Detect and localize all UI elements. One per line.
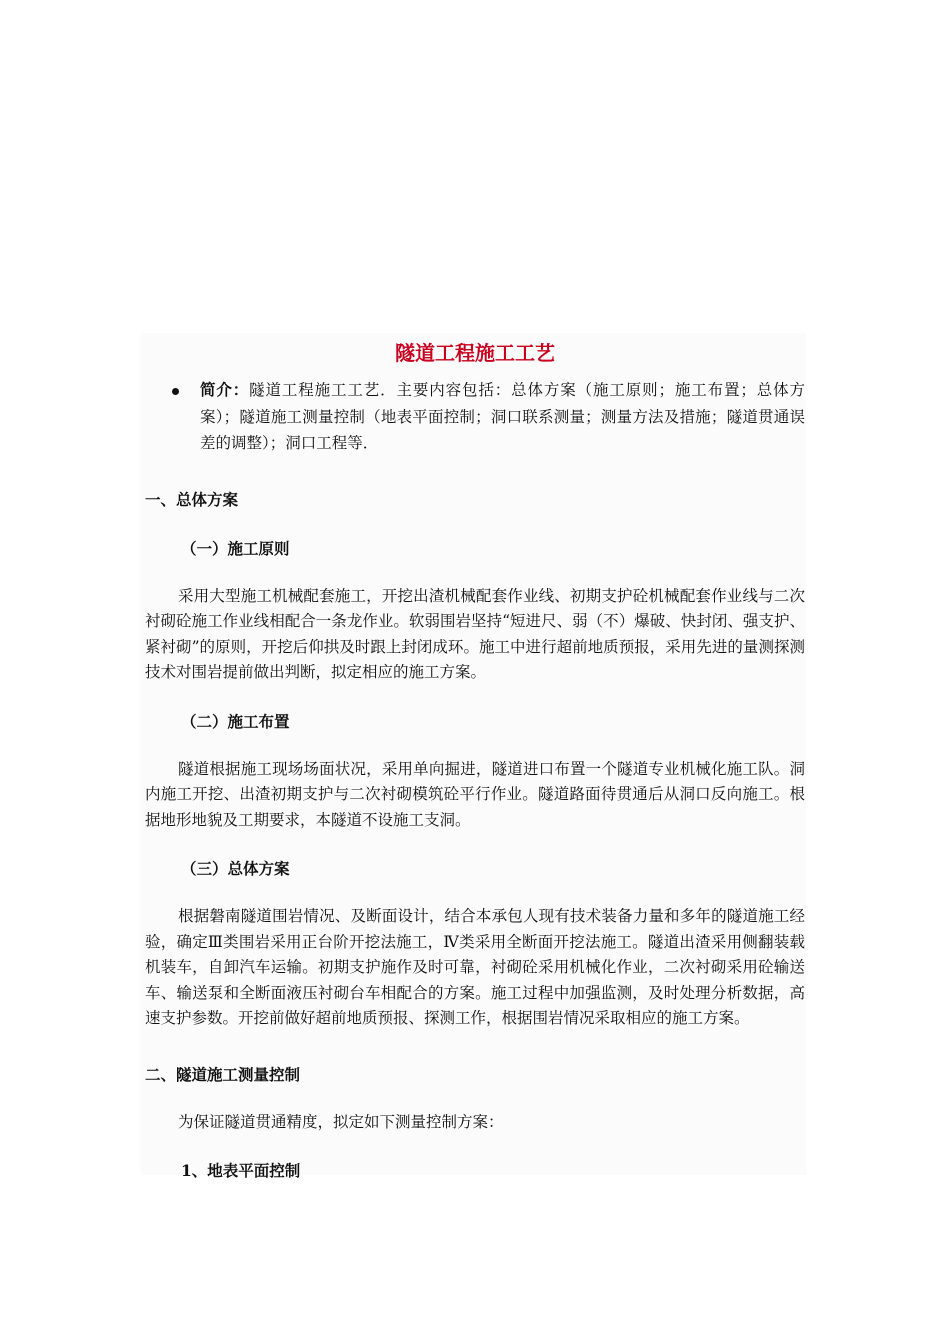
section1-sub2-heading: （二）施工布置 — [181, 711, 290, 731]
summary-block — [145, 377, 805, 457]
document-title: 隧道工程施工工艺 — [395, 341, 555, 365]
section1-sub2-paragraph: 隧道根据施工现场场面状况，采用单向掘进，隧道进口布置一个隧道专业机械化施工队。洞内施工开挖、出渣初期支护与二次衬砌模筑砼平行作业。隧道路面待贯通后从洞口反向施工。根据地形地貌及工期要求，本隧道不设施工支洞。 — [145, 759, 805, 829]
section1-sub1-paragraph: 采用大型施工机械配套施工，开挖出渣机械配套作业线、初期支护砼机械配套作业线与二次衬砌砼施工作业线相配合一条龙作业。软弱围岩坚持“短进尺、弱（不）爆破、快封闭、强支护、紧衬砌”的原则，开挖后仰拱及时跟上封闭成环。施工中进行超前地质预报，采用先进的量测探测技术对围岩提前做出判断，拟定相应的施工方案。 — [145, 586, 805, 681]
section1-sub3-heading: （三）总体方案 — [181, 859, 290, 878]
summary-text: 隧道工程施工工艺．主要内容包括：总体方案（施工原则；施工布置；总体方案）；隧道施工测量控制（地表平面控制；洞口联系测量；测量方法及措施；隧道贯通误差的调整）；洞口工程等． — [200, 381, 805, 452]
section2-intro: 为保证隧道贯通精度，拟定如下测量控制方案： — [178, 1112, 504, 1131]
section2-heading: 二、隧道施工测量控制 — [145, 1064, 301, 1084]
summary-label: 简介： — [200, 380, 250, 399]
section2-sub1-heading: 1、地表平面控制 — [181, 1161, 301, 1180]
section1-sub1-heading: （一）施工原则 — [181, 538, 290, 558]
document-body — [145, 333, 805, 1184]
section1-heading: 一、总体方案 — [145, 489, 239, 509]
bullet-icon — [172, 388, 179, 395]
section1-sub3-paragraph: 根据磐南隧道围岩情况、及断面设计，结合本承包人现有技术装备力量和多年的隧道施工经验，确定Ⅲ类围岩采用正台阶开挖法施工，Ⅳ类采用全断面开挖法施工。隧道出渣采用侧翻装载机装车，自卸汽车运输。初期支护施作及时可靠，衬砌砼采用机械化作业，二次衬砌采用砼输送车、输送泵和全断面液压衬砌台车相配合的方案。施工过程中加强监测，及时处理分析数据，高速支护参数。开挖前做好超前地质预报、探测工作，根据围岩情况采取相应的施工方案。 — [145, 907, 805, 1027]
